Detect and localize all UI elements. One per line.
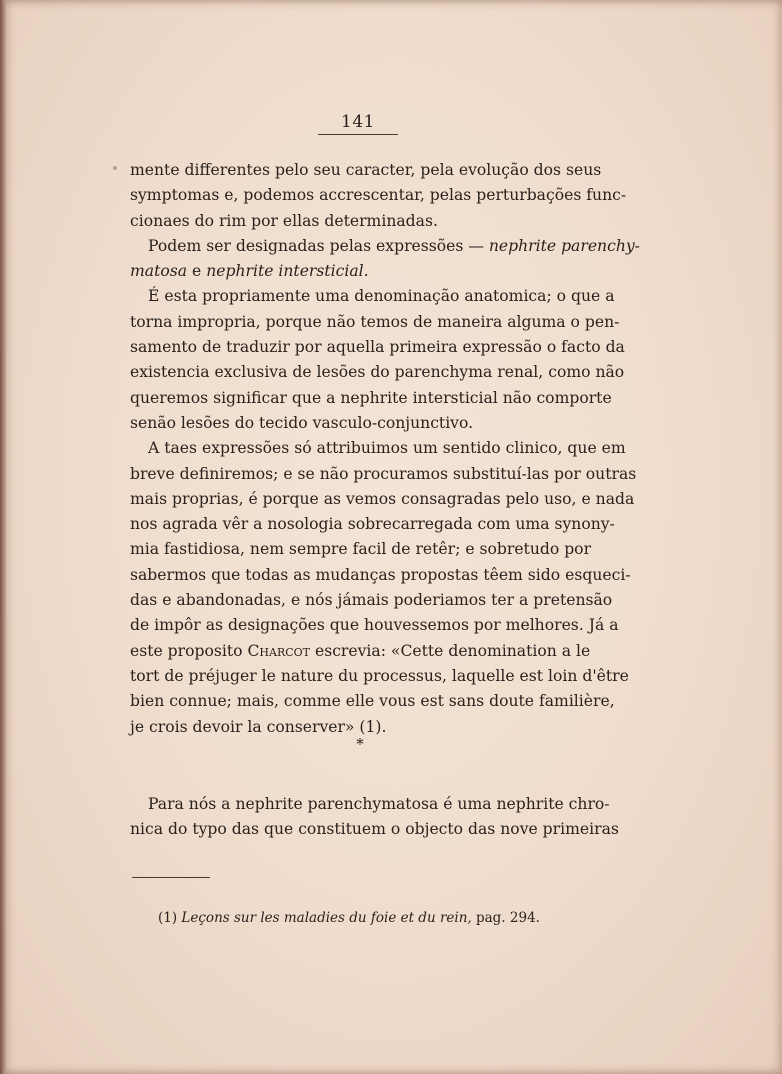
text-line: existencia exclusiva de lesões do parenchyma renal, como não	[130, 363, 625, 382]
text-line	[130, 259, 590, 284]
text-line: sabermos que todas as mudanças propostas têem sido esqueci-	[130, 565, 631, 584]
main-text	[130, 158, 640, 740]
author-name-charcot: Charcot	[247, 641, 311, 660]
charcot-after: escrevia: «Cette denomination a le	[310, 641, 591, 660]
text-line: samento de traduzir por aquella primeira expressão o facto da	[130, 338, 625, 357]
text-line: queremos significar que a nephrite intersticial não comporte	[130, 388, 612, 407]
term-nephrite-parenchymatosa-a: nephrite parenchy-	[488, 236, 640, 255]
text-line: das e abandonadas, e nós jámais poderiamos ter a pretensão	[130, 591, 613, 610]
text-line	[130, 639, 590, 664]
text-line: nica do typo das que constituem o objecto das nove primeiras	[130, 820, 619, 839]
text-line: torna impropria, porque não temos de maneira alguma o pen-	[130, 312, 620, 331]
page-number: 141	[341, 112, 375, 132]
footnote-marker: (1)	[158, 910, 178, 926]
footnote-ref: pag. 294.	[471, 910, 540, 926]
text-line: senão lesões do tecido vasculo-conjunctivo.	[130, 413, 474, 432]
paragraph-2	[130, 234, 640, 285]
page-number-rule	[318, 134, 398, 135]
term-nephrite-intersticial: nephrite intersticial	[206, 262, 364, 281]
paragraph-4	[130, 436, 637, 740]
text-line: É esta propriamente uma denominação anatomica; o que a	[148, 287, 615, 306]
footnote-rule	[132, 877, 210, 878]
text-line: tort de préjuger le nature du processus, laquelle est loin d'être	[130, 666, 629, 685]
term-nephrite-parenchymatosa-b: matosa	[130, 262, 188, 281]
paragraph-3	[130, 284, 625, 436]
text-line: de impôr as designações que houvessemos por melhores. Já a	[130, 616, 619, 635]
text-line: symptomas e, podemos accrescentar, pelas perturbações func-	[130, 186, 627, 205]
main-text-continued	[130, 792, 619, 843]
text-line: Para nós a nephrite parenchymatosa é uma nephrite chro-	[148, 795, 610, 813]
charcot-before: este proposito	[130, 641, 248, 660]
para2-lead: Podem ser designadas pelas expressões —	[148, 236, 489, 255]
text-line: mia fastidiosa, nem sempre facil de retêr; e sobretudo por	[130, 540, 592, 559]
text-line: mente differentes pelo seu caracter, pela evolução dos seus	[130, 161, 602, 179]
margin-mark	[113, 166, 117, 170]
text-line: cionaes do rim por ellas determinadas.	[130, 211, 438, 230]
para2-end: .	[363, 262, 369, 281]
text-line: bien connue; mais, comme elle vous est sans doute familière,	[130, 692, 615, 711]
text-line	[130, 234, 640, 259]
paragraph-1	[130, 158, 627, 234]
footnote	[158, 910, 540, 926]
text-line: nos agrada vêr a nosologia sobrecarregada com uma synony-	[130, 515, 615, 534]
footnote-title: Leçons sur les maladies du foie et du rein,	[181, 910, 472, 926]
para2-conj: e	[187, 262, 207, 281]
text-line: A taes expressões só attribuimos um sentido clinico, que em	[148, 439, 626, 458]
page-left-edge	[0, 0, 6, 1074]
text-line: breve definiremos; e se não procuramos substituí-las por outras	[130, 464, 637, 483]
text-line: je crois devoir la conserver» (1).	[130, 717, 387, 736]
section-asterism: *	[356, 735, 364, 753]
text-line: mais proprias, é porque as vemos consagradas pelo uso, e nada	[130, 489, 635, 508]
